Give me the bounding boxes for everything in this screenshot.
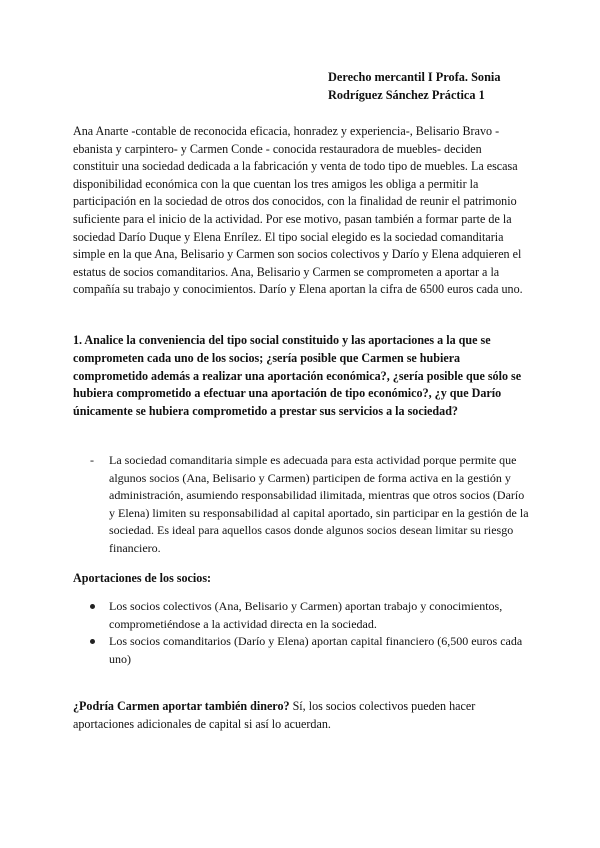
answer-list [90, 452, 530, 558]
final-answer: Sí, los socios colectivos pueden hacer aportaciones adicionales de capital si así lo acuerdan. [73, 699, 476, 731]
list-item [90, 633, 530, 668]
question-1: 1. Analice la conveniencia del tipo social constituido y las aportaciones a la que se comprometen cada uno de los socios; ¿sería posible que Carmen se hubiera comprometido además a realizar una aportación económica?, ¿sería posible que sólo se hubiera comprometido a efectuar una aportación de tipo económico?, ¿y que Darío únicamente se hubiera comprometido a prestar sus servicios a la sociedad? [73, 333, 522, 419]
contributions-heading: Aportaciones de los socios: [73, 571, 212, 585]
dash-marker: - [90, 453, 94, 467]
answer-text: La sociedad comanditaria simple es adecuada para esta actividad porque permite que algunos socios (Ana, Belisario y Carmen) participen de forma activa en la gestión y administración, asumiendo responsabilidad ilimitada, mientras que otros socios (Darío y Elena) limiten su responsabilidad al capital aportado, sin participar en la gestión de la sociedad. Es ideal para aquellos casos donde algunos socios desean limitar su riesgo financiero. [109, 453, 529, 555]
bullet-icon [90, 639, 95, 644]
case-statement: Ana Anarte -contable de reconocida eficacia, honradez y experiencia-, Belisario Bravo -ebanista y carpintero- y Carmen Conde - conocida restauradora de muebles- deciden constituir una sociedad dedicada a la fabricación y venta de todo tipo de muebles. La escasa disponibilidad económica con la que cuentan los tres amigos les obliga a permitir la participación en la sociedad de otros dos conocidos, con la finalidad de reunir el patrimonio suficiente para el inicio de la actividad. Por ese motivo, pasan también a formar parte de la sociedad Darío Duque y Elena Enrílez. El tipo social elegido es la sociedad comanditaria simple en la que Ana, Belisario y Carmen son socios colectivos y Darío y Elena adquieren el estatus de socios comanditarios. Ana, Belisario y Carmen se comprometen a aportar a la compañía su trabajo y conocimientos. Darío y Elena aportan la cifra de 6500 euros cada uno. [73, 124, 523, 297]
final-paragraph [73, 698, 533, 733]
header-line-2: Rodríguez Sánchez Práctica 1 [328, 88, 485, 102]
document-header [328, 68, 558, 104]
answer-item [90, 452, 530, 558]
contribution-text: Los socios colectivos (Ana, Belisario y Carmen) aportan trabajo y conocimientos, comprometiéndose a la actividad directa en la sociedad. [109, 599, 503, 631]
bullet-icon [90, 604, 95, 609]
contributions-list [90, 598, 530, 668]
list-item [90, 598, 530, 633]
final-question: ¿Podría Carmen aportar también dinero? [73, 699, 290, 713]
header-line-1: Derecho mercantil I Profa. Sonia [328, 70, 501, 84]
contribution-text: Los socios comanditarios (Darío y Elena) aportan capital financiero (6,500 euros cada uno) [109, 634, 523, 666]
